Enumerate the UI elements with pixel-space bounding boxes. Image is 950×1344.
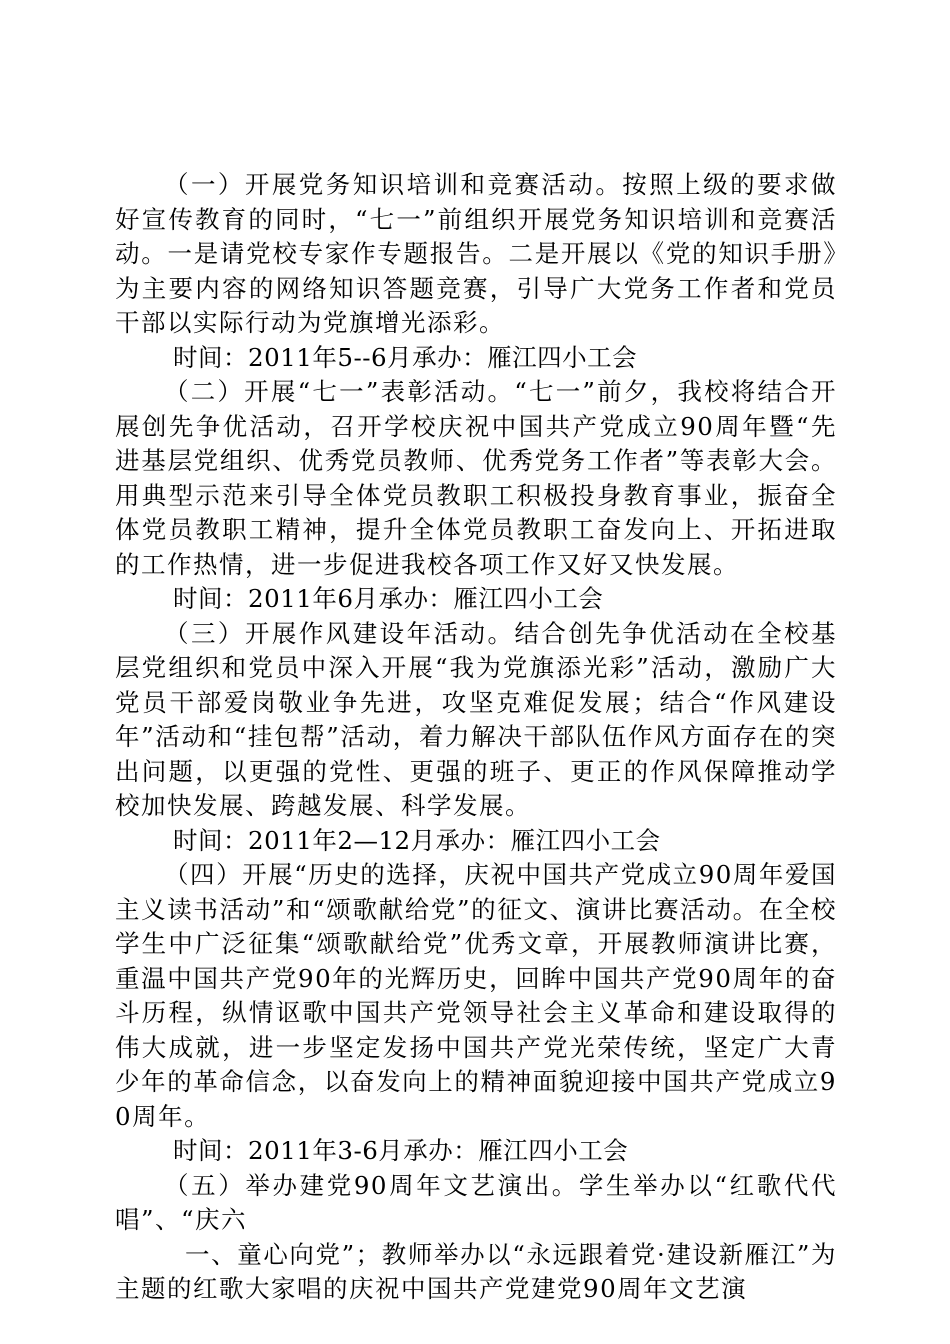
section-1-paragraph: （一）开展党务知识培训和竞赛活动。按照上级的要求做好宣传教育的同时，“七一”前组织开展党务知识培训和竞赛活动。一是请党校专家作专题报告。二是开展以《党的知识手册》为主要内容的网络知识答题竞赛，引导广大党务工作者和党员干部以实际行动为党旗增光添彩。	[115, 170, 837, 337]
section-3-paragraph: （三）开展作风建设年活动。结合创先争优活动在全校基层党组织和党员中深入开展“我为党旗添光彩”活动，激励广大党员干部爱岗敬业争先进，攻坚克难促发展；结合“作风建设年”活动和“挂包帮”活动，着力解决干部队伍作风方面存在的突出问题，以更强的党性、更强的班子、更正的作风保障推动学校加快发展、跨越发展、科学发展。	[115, 618, 837, 820]
section-2-paragraph: （二）开展“七一”表彰活动。“七一”前夕，我校将结合开展创先争优活动，召开学校庆祝中国共产党成立90周年暨“先进基层党组织、优秀党员教师、优秀党务工作者”等表彰大会。用典型示范来引导全体党员教职工积极投身教育事业，振奋全体党员教职工精神，提升全体党员教职工奋发向上、开拓进取的工作热情，进一步促进我校各项工作又好又快发展。	[115, 377, 837, 579]
section-4-time: 时间：2011年3-6月承办：雁江四小工会	[173, 1136, 629, 1165]
document-body	[115, 168, 837, 1307]
section-1-time: 时间：2011年5--6月承办：雁江四小工会	[173, 342, 638, 372]
section-5-continuation: 一、童心向党”；教师举办以“永远跟着党·建设新雁江”为主题的红歌大家唱的庆祝中国共产党建党90周年文艺演	[115, 1239, 837, 1303]
section-2-time: 时间：2011年6月承办：雁江四小工会	[173, 584, 604, 613]
section-3-time: 时间：2011年2—12月承办：雁江四小工会	[173, 825, 661, 855]
section-4-paragraph: （四）开展“历史的选择，庆祝中国共产党成立90周年爱国主义读书活动”和“颂歌献给党”的征文、演讲比赛活动。在全校学生中广泛征集“颂歌献给党”优秀文章，开展教师演讲比赛，重温中国共产党90年的光辉历史，回眸中国共产党90周年的奋斗历程，纵情讴歌中国共产党领导社会主义革命和建设取得的伟大成就，进一步坚定发扬中国共产党光荣传统，坚定广大青少年的革命信念，以奋发向上的精神面貌迎接中国共产党成立90周年。	[115, 860, 837, 1131]
section-5-paragraph: （五）举办建党90周年文艺演出。学生举办以“红歌代代唱”、“庆六	[115, 1170, 837, 1234]
